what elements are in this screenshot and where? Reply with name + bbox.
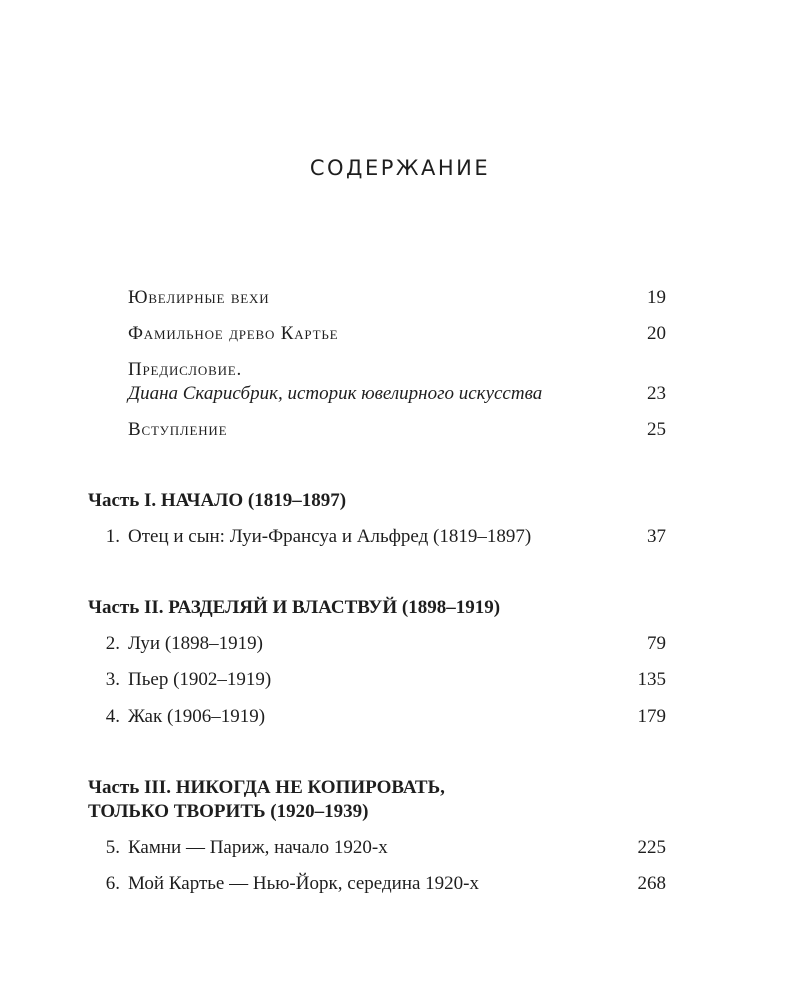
- toc-entry-title: Вступление: [128, 419, 228, 440]
- chapter-title: Пьер (1902–1919): [128, 669, 272, 690]
- chapter-title: Луи (1898–1919): [128, 633, 263, 654]
- chapter-page: 268: [637, 873, 666, 894]
- chapter-number: 1.: [105, 526, 120, 547]
- toc-entry-page: 25: [647, 419, 666, 440]
- chapter-number: 3.: [105, 669, 120, 690]
- chapter-title: Жак (1906–1919): [128, 706, 266, 727]
- page-title: СОДЕРЖАНИЕ: [309, 156, 491, 180]
- chapter-title: Мой Картье — Нью-Йорк, середина 1920-х: [128, 873, 479, 894]
- toc-entry-title: Ювелирные вехи: [128, 287, 270, 308]
- chapter-page: 225: [637, 837, 666, 858]
- toc-entry-page: 20: [647, 323, 666, 344]
- part-heading-1: [88, 489, 346, 513]
- part-title-line: Часть II. РАЗДЕЛЯЙ И ВЛАСТВУЙ (1898–1919): [88, 597, 501, 618]
- chapter-number: 2.: [105, 633, 120, 654]
- part-heading-2: [88, 596, 500, 620]
- chapter-page: 179: [637, 706, 666, 727]
- chapter-page: 79: [647, 633, 666, 654]
- toc-entry-title: Фамильное древо Картье: [128, 323, 339, 344]
- chapter-page: 37: [647, 526, 666, 547]
- chapter-title: Отец и сын: Луи-Франсуа и Альфред (1819–1897): [128, 526, 532, 547]
- toc-entry-title: Предисловие.: [128, 359, 243, 380]
- chapter-title: Камни — Париж, начало 1920-х: [128, 837, 388, 858]
- chapter-number: 4.: [105, 706, 120, 727]
- toc-entry-page: 23: [647, 383, 666, 404]
- part-title-line: Часть III. НИКОГДА НЕ КОПИРОВАТЬ,: [88, 777, 445, 798]
- chapter-number: 5.: [105, 837, 120, 858]
- part-heading-3: [88, 776, 445, 824]
- chapter-page: 135: [637, 669, 666, 690]
- chapter-number: 6.: [105, 873, 120, 894]
- toc-entry-page: 19: [647, 287, 666, 308]
- toc-entry-subtitle: Диана Скарисбрик, историк ювелирного искусства: [128, 383, 543, 404]
- part-title-line: ТОЛЬКО ТВОРИТЬ (1920–1939): [88, 801, 369, 822]
- part-title-line: Часть I. НАЧАЛО (1819–1897): [88, 490, 347, 511]
